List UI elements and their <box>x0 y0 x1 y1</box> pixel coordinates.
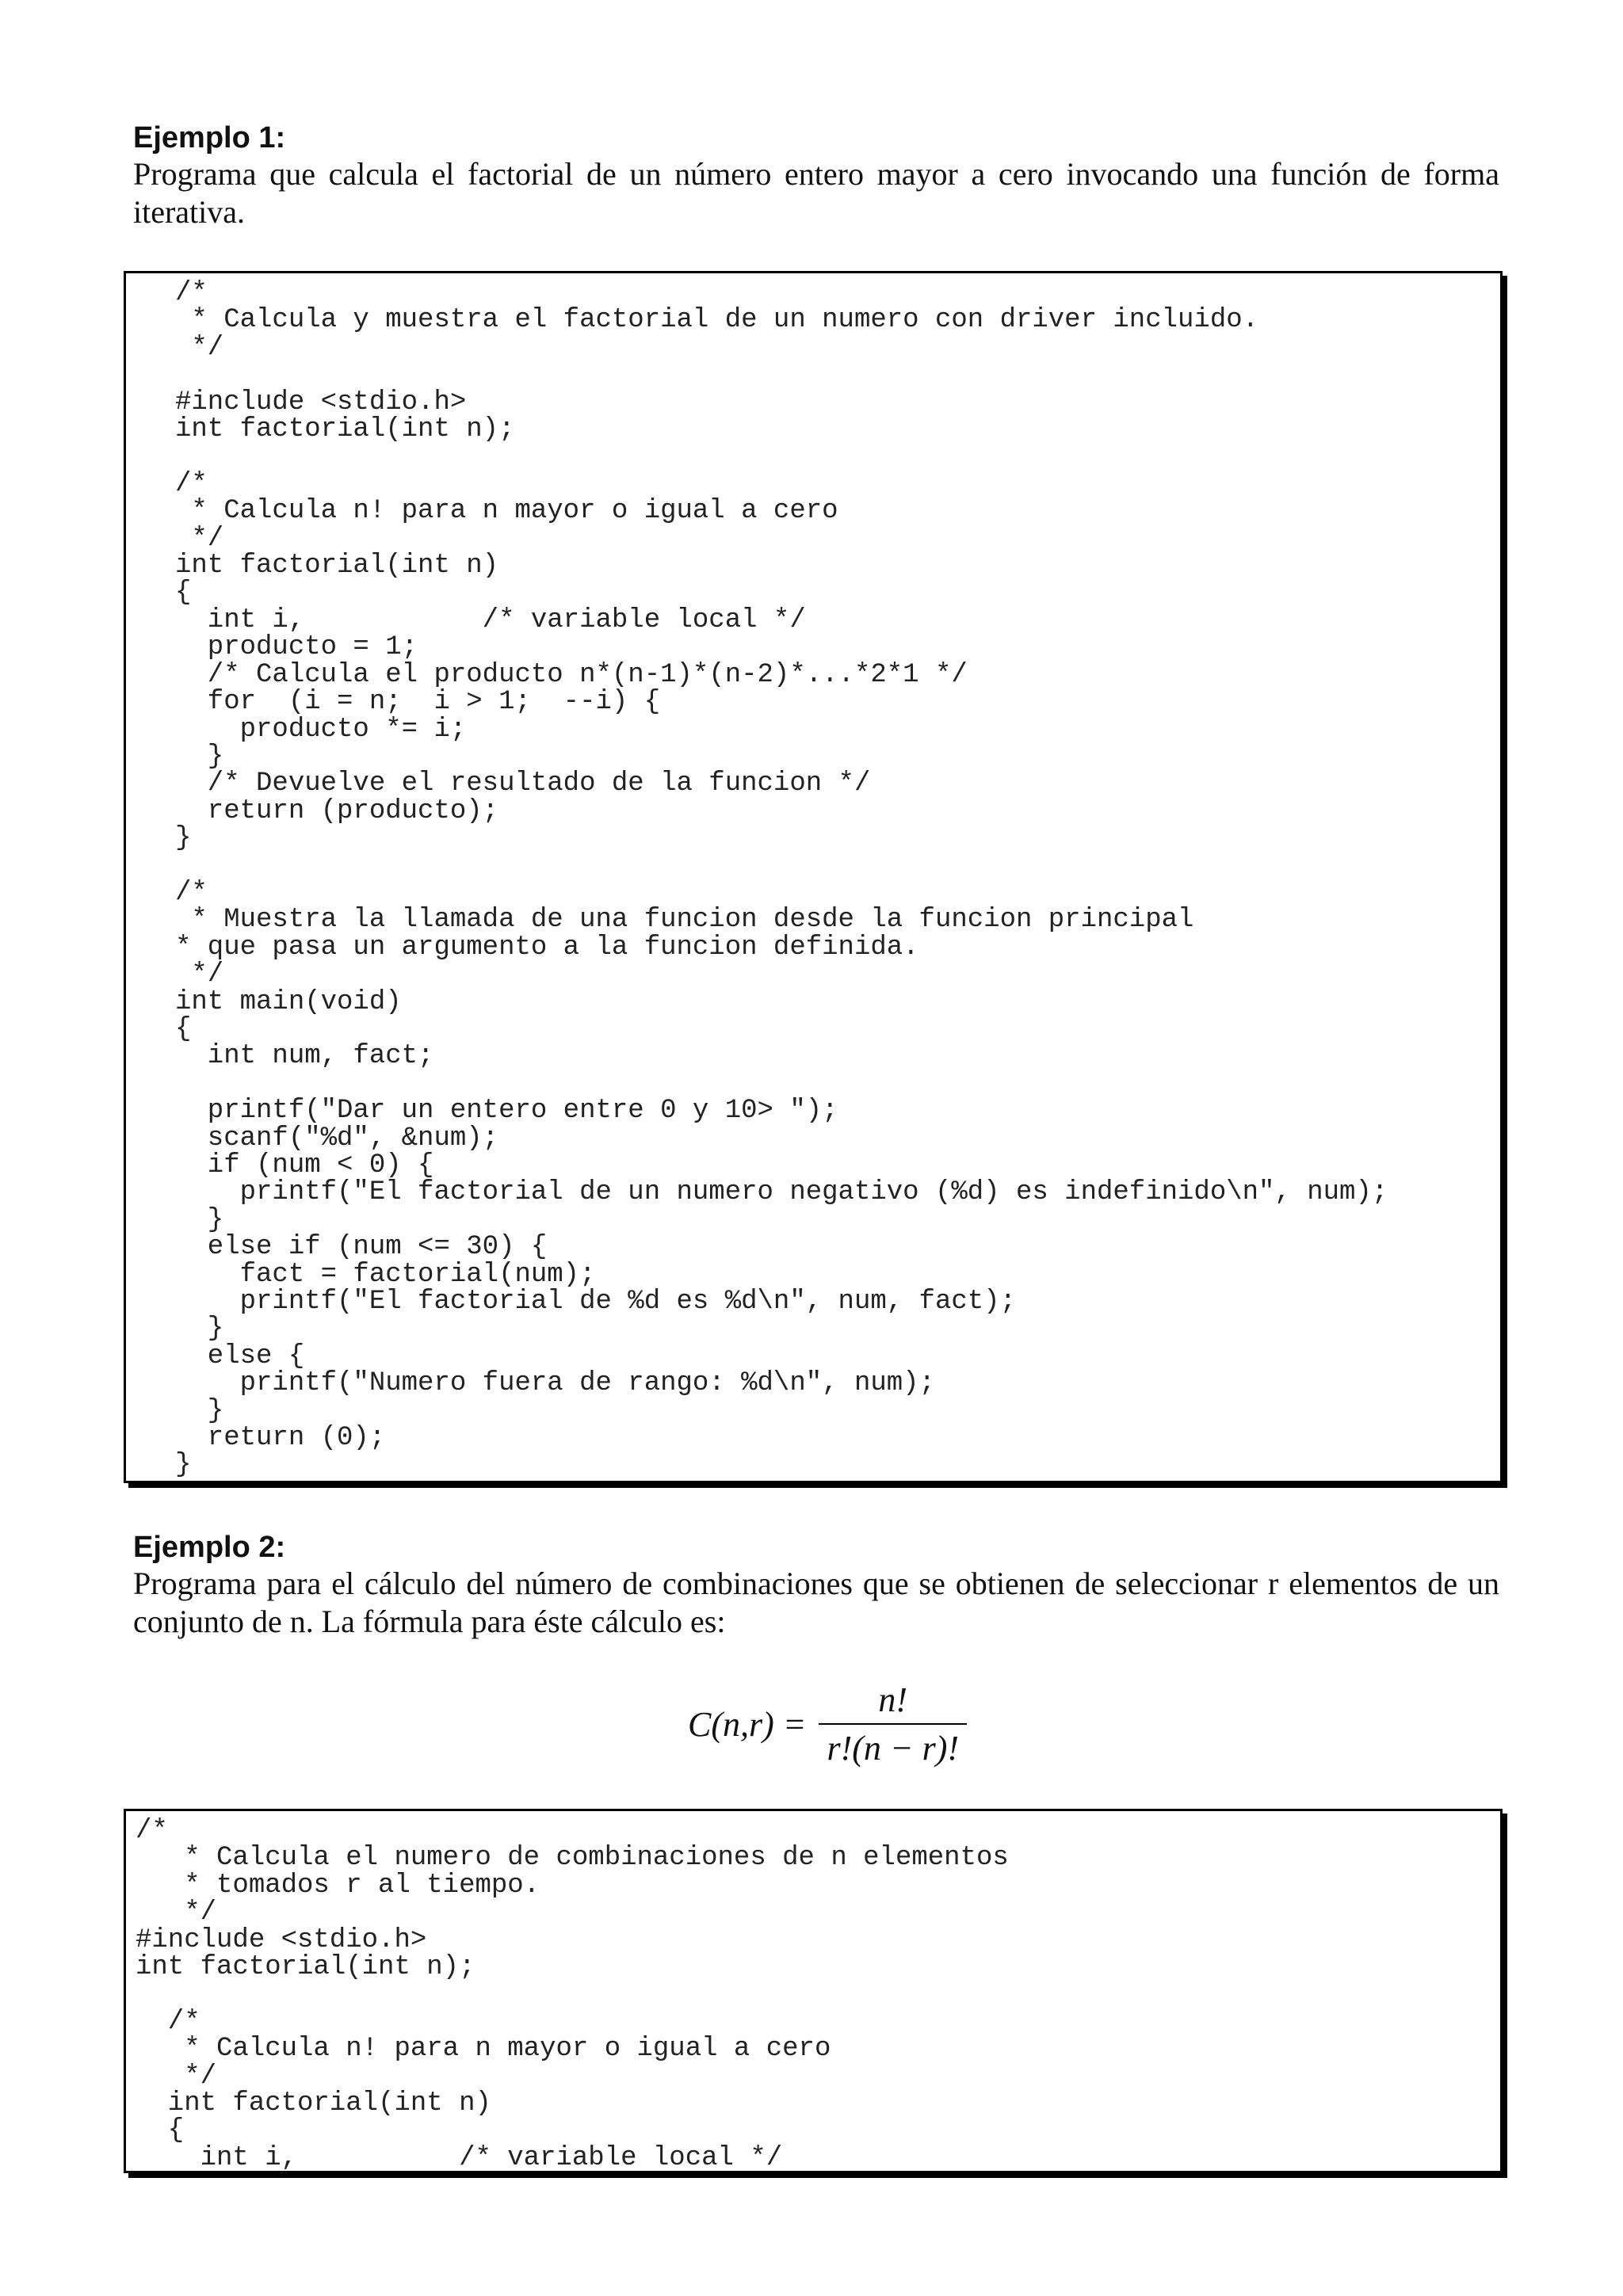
combinations-formula <box>688 1680 967 1768</box>
formula-lhs: C(n,r) = <box>688 1704 807 1744</box>
example1-description: Programa que calcula el factorial de un número entero mayor a cero invocando una función de forma iterativa. <box>133 156 1499 230</box>
example2-code-box <box>124 1809 1503 2173</box>
example2-description: Programa para el cálculo del número de combinaciones que se obtienen de seleccionar r elementos de un conjunto de n. La fórmula para éste cálculo es: <box>133 1566 1499 1639</box>
example1-code: /* * Calcula y muestra el factorial de un numero con driver incluido. */ #include <stdio.h> int factorial(int n); /* * Calcula n! para n mayor o igual a cero */ int factorial(int n) { int i, /* variable local */ producto = 1; /* Calcula el producto n*(n-1)*(n-2)*...*2*1 */ for (i = n; i > 1; --i) { producto *= i; } /* Devuelve el resultado de la funcion */ return (producto); } /* * Muestra la llamada de una funcion desde la funcion principal * que pasa un argumento a la funcion definida. */ int main(void) { int num, fact; printf("Dar un entero entre 0 y 10> "); scanf("%d", &num); if (num < 0) { printf("El factorial de un numero negativo (%d) es indefinido\n", num); } else if (num <= 30) { fact = factorial(num); printf("El factorial de %d es %d\n", num, fact); } else { printf("Numero fuera de rango: %d\n", num); } return (0); } <box>175 278 1388 1481</box>
formula-numerator: n! <box>878 1680 908 1719</box>
example2-code: /* * Calcula el numero de combinaciones de n elementos * tomados r al tiempo. */ #include <stdio.h> int factorial(int n); /* * Calcula n! para n mayor o igual a cero */ int factorial(int n) { int i, /* variable local */ <box>136 1816 1009 2173</box>
formula-fraction <box>819 1680 967 1768</box>
example2-heading: Ejemplo 2: <box>133 1531 286 1564</box>
formula-denominator: r!(n − r)! <box>819 1723 967 1768</box>
example1-code-box <box>124 271 1503 1483</box>
example1-heading: Ejemplo 1: <box>133 121 286 154</box>
